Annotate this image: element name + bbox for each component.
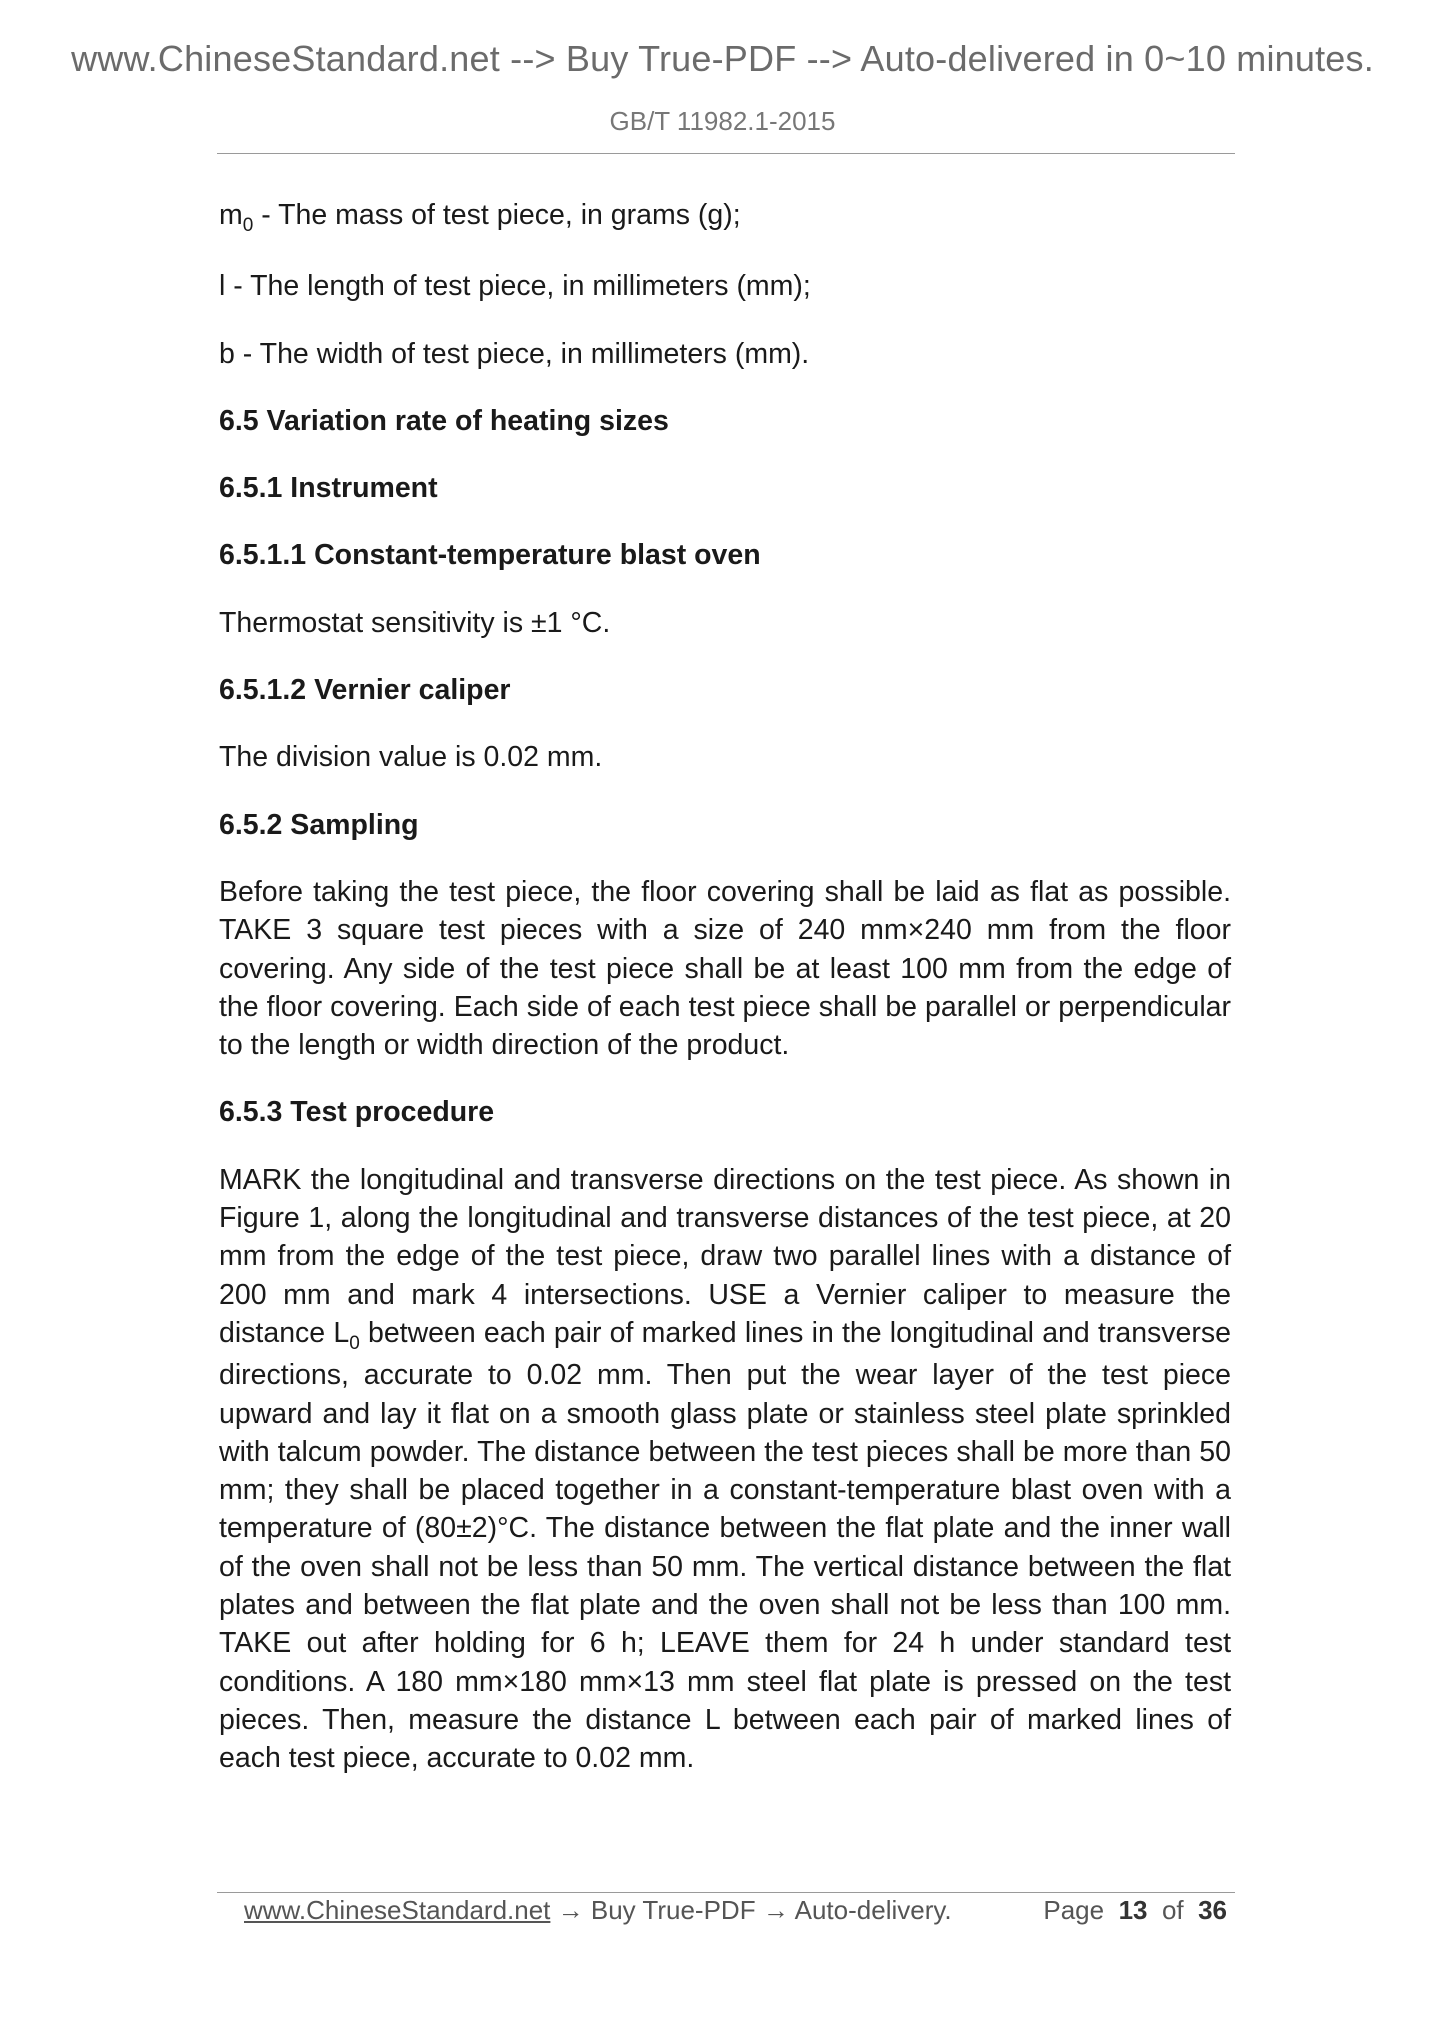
m0-subscript: 0 <box>242 215 254 236</box>
paragraph-division-value: The division value is 0.02 mm. <box>219 741 603 774</box>
m0-description: - The mass of test piece, in grams (g); <box>253 199 741 231</box>
page-current: 13 <box>1118 1895 1148 1925</box>
arrow-right-icon: → <box>557 1895 584 1925</box>
site-banner: www.ChineseStandard.net --> Buy True-PDF --> Auto-delivered in 0~10 minutes. <box>71 38 1374 79</box>
page-body <box>219 196 1231 1807</box>
m0-symbol: m <box>219 199 243 231</box>
section-heading-6-5-1-2: 6.5.1.2 Vernier caliper <box>219 674 511 707</box>
header-divider <box>217 153 1235 154</box>
footer-promo <box>244 1895 952 1926</box>
page-footer <box>217 1895 1235 1935</box>
section-heading-6-5-1: 6.5.1 Instrument <box>219 472 438 505</box>
page-number <box>1043 1895 1227 1926</box>
section-heading-6-5: 6.5 Variation rate of heating sizes <box>219 404 669 437</box>
page-total: 36 <box>1198 1895 1227 1925</box>
procedure-text-part-1: MARK the longitudinal and transverse directions on the test piece. As shown in Figure 1, along the longitudinal and transverse distances of the test piece, at 20 mm from the edge of the test piece, draw two parallel lines with a distance of 200 mm and mark 4 intersections. USE a Vernier caliper to measure the distance L <box>219 1163 1231 1349</box>
section-heading-6-5-1-1: 6.5.1.1 Constant-temperature blast oven <box>219 539 761 572</box>
footer-buy-text: Buy True-PDF <box>590 1895 756 1925</box>
footer-site-link[interactable]: www.ChineseStandard.net <box>244 1895 551 1925</box>
footer-auto-text: Auto-delivery. <box>794 1895 952 1925</box>
procedure-text-part-2: between each pair of marked lines in the longitudinal and transverse directions, accurate to 0.02 mm. Then put the wear layer of the test piece upward and lay it flat on a smooth glass plate or stainless steel plate sprinkled with talcum powder. The distance between the test pieces shall be more than 50 mm; they shall be placed together in a constant-temperature blast oven with a temperature of (80±2)°C. The distance between the flat plate and the inner wall of the oven shall not be less than 50 mm. The vertical distance between the flat plates and between the flat plate and the oven shall not be less than 100 mm. TAKE out after holding for 6 h; LEAVE them for 24 h under standard test conditions. A 180 mm×180 mm×13 mm steel flat plate is pressed on the test pieces. Then, measure the distance L between each pair of marked lines of each test piece, accurate to 0.02 mm. <box>219 1316 1231 1775</box>
page-label: Page <box>1043 1895 1105 1925</box>
paragraph-test-procedure <box>219 1161 1231 1778</box>
document-code: GB/T 11982.1-2015 <box>609 106 836 136</box>
variable-definition-b: b - The width of test piece, in millimeters (mm). <box>219 337 810 370</box>
section-heading-6-5-3: 6.5.3 Test procedure <box>219 1096 495 1129</box>
arrow-right-icon: → <box>762 1895 789 1925</box>
variable-definition-l: l - The length of test piece, in millimeters (mm); <box>219 270 811 303</box>
paragraph-thermostat: Thermostat sensitivity is ±1 °C. <box>219 606 611 639</box>
paragraph-sampling: Before taking the test piece, the floor covering shall be laid as flat as possible. TAKE 3 square test pieces with a size of 240 mm×240 mm from the floor covering. Any side of the test piece shall be at least 100 mm from the edge of the floor covering. Each side of each test piece shall be parallel or perpendicular to the length or width direction of the product. <box>219 875 1231 1062</box>
l0-subscript: 0 <box>349 1332 360 1354</box>
variable-definition-m0 <box>219 196 1231 238</box>
of-label: of <box>1161 1895 1184 1925</box>
section-heading-6-5-2: 6.5.2 Sampling <box>219 808 419 841</box>
footer-divider <box>217 1892 1235 1893</box>
